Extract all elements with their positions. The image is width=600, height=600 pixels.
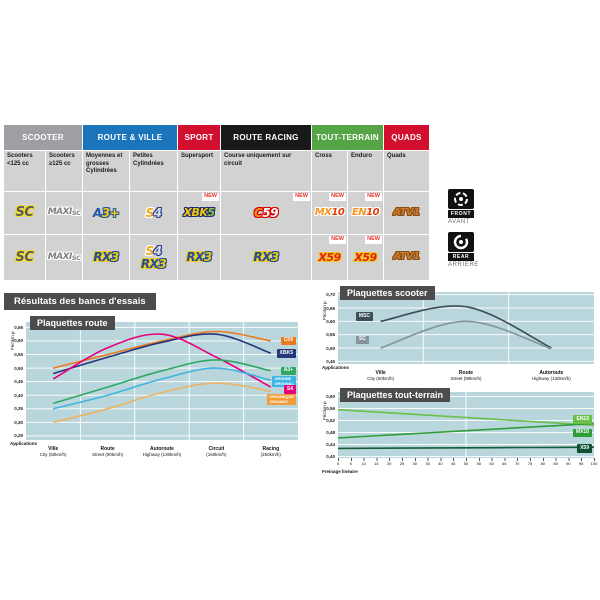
new-badge: NEW xyxy=(204,193,217,199)
scooter-chart-title: Plaquettes scooter xyxy=(340,286,435,300)
scooter-pads-chart xyxy=(314,284,600,384)
x-category-label: Ville City (50km/h) xyxy=(39,446,67,457)
subheader-row xyxy=(4,151,429,191)
x-tick-label: 45 xyxy=(450,461,456,466)
compound-cell xyxy=(384,192,429,234)
x-tick-label: 95 xyxy=(578,461,584,466)
compound-cell xyxy=(46,235,82,280)
x-tick-label: 55 xyxy=(476,461,482,466)
series-line-msc xyxy=(381,306,552,348)
new-badge: NEW xyxy=(367,236,380,242)
front-axle-legend xyxy=(448,189,494,225)
x-category-label: Ville City (50km/h) xyxy=(367,370,395,381)
compound-cell xyxy=(130,192,177,234)
y-tick-label: 0,25 xyxy=(14,433,23,439)
compound-cell xyxy=(178,192,220,234)
y-tick-label: 0,30 xyxy=(14,419,23,425)
series-label-msc: MSC xyxy=(356,312,373,321)
series-label-x59: X59 xyxy=(577,444,592,453)
x-tick-label: 5 xyxy=(349,461,352,466)
subheader-cell: Course uniquement sur circuit xyxy=(221,151,311,191)
y-tick-label: 0,35 xyxy=(14,406,23,412)
category-header: ROUTE & VILLE xyxy=(83,125,177,150)
x-tick-label: 25 xyxy=(399,461,405,466)
y-tick-label: 0,48 xyxy=(326,430,335,435)
compound-logo-s4: S4 xyxy=(145,243,162,258)
series-line-x59 xyxy=(338,447,594,448)
x-tick-label: 70 xyxy=(514,461,520,466)
rear-compounds-row xyxy=(4,235,429,280)
front-label: FRONT xyxy=(448,210,474,218)
x-tick-label: 65 xyxy=(502,461,507,466)
route-chart-plot xyxy=(26,322,298,440)
compound-cell xyxy=(4,235,45,280)
compound-logo-x59: X59 xyxy=(354,250,377,264)
y-axis-label: Friction µ xyxy=(322,301,327,320)
compound-cell xyxy=(384,235,429,280)
compound-logo-c59: C59 xyxy=(253,205,278,220)
y-tick-label: 0,44 xyxy=(326,442,335,447)
series-line-origine xyxy=(53,368,271,409)
compound-logo-en10: EN10 xyxy=(351,206,380,218)
front-disc-icon xyxy=(448,189,494,209)
series-label-mx10: MX10 xyxy=(573,429,592,438)
series-label-organique: ORGANIQUE ORGANIC xyxy=(269,394,294,404)
compound-logo-atv1: ATV1 xyxy=(393,206,420,218)
x-tick-label: 100 xyxy=(590,461,598,466)
route-chart-title: Plaquettes route xyxy=(30,316,115,330)
x-category-label: Racing (250km/h) xyxy=(260,446,281,457)
x-tick-label: 75 xyxy=(527,461,533,466)
y-tick-label: 0,65 xyxy=(326,305,335,311)
rear-axle-legend xyxy=(448,232,494,268)
x-tick-label: 50 xyxy=(463,461,469,466)
y-tick-label: 0,50 xyxy=(326,345,335,351)
compound-cell xyxy=(312,192,347,234)
series-label-en10: EN10 xyxy=(573,415,592,424)
x-axis-label: Applications xyxy=(322,365,350,370)
compound-cell xyxy=(312,235,347,280)
new-badge: NEW xyxy=(295,193,308,199)
series-line-xbk5 xyxy=(53,334,271,374)
series-label-sc: SC xyxy=(356,336,369,345)
category-header: ROUTE RACING xyxy=(221,125,311,150)
compound-logo-x59: X59 xyxy=(318,250,341,264)
compound-logo-maxisc: MAXISC xyxy=(47,207,81,218)
x-axis-label: Freinage linéaire xyxy=(322,469,358,474)
compound-logo-sc: SC xyxy=(15,205,34,221)
category-header: TOUT-TERRAIN xyxy=(312,125,383,150)
x-tick-label: 85 xyxy=(553,461,558,466)
y-tick-label: 0,56 xyxy=(326,406,335,411)
compound-logo-maxisc: MAXISC xyxy=(47,251,81,262)
compound-cell xyxy=(348,235,383,280)
compound-logo-sc: SC xyxy=(15,249,34,265)
x-category-label: Circuit (160km/h) xyxy=(206,446,227,457)
compound-cell xyxy=(83,192,129,234)
series-label-c59: C59 xyxy=(281,337,296,346)
x-category-label: Route Street (90km/h) xyxy=(450,370,482,381)
x-category-label: Autoroute Highway (130km/h) xyxy=(531,370,571,381)
compound-cell xyxy=(46,192,82,234)
category-header-row xyxy=(4,125,429,150)
compound-cell xyxy=(348,192,383,234)
x-tick-label: 35 xyxy=(425,461,430,466)
subheader-cell: Cross xyxy=(312,151,347,191)
new-badge: NEW xyxy=(331,236,344,242)
y-tick-label: 0,40 xyxy=(326,454,335,459)
y-tick-label: 0,45 xyxy=(14,379,23,385)
x-tick-label: 10 xyxy=(361,461,366,466)
y-tick-label: 0,50 xyxy=(14,365,23,371)
series-line-organique xyxy=(53,383,271,422)
compound-cell xyxy=(83,235,129,280)
x-tick-label: 80 xyxy=(540,461,546,466)
compound-cell xyxy=(178,235,220,280)
y-tick-label: 0,65 xyxy=(14,324,23,330)
subheader-cell: Scooters <125 cc xyxy=(4,151,45,191)
compound-logo-rx3: RX3 xyxy=(253,250,279,265)
x-category-label: Autoroute Highway (130km/h) xyxy=(142,446,182,457)
x-axis-label: Applications xyxy=(10,441,38,446)
compound-cell xyxy=(221,192,311,234)
series-label-s4: S4 xyxy=(284,385,296,394)
compound-logo-mx10: MX10 xyxy=(314,206,345,218)
compound-logo-atv1: ATV1 xyxy=(393,251,420,263)
scooter-chart-plot xyxy=(338,292,594,364)
subheader-cell: Enduro xyxy=(348,151,383,191)
x-tick-label: 90 xyxy=(566,461,571,466)
new-badge: NEW xyxy=(367,193,380,199)
offroad-pads-chart xyxy=(314,386,600,486)
y-tick-label: 0,60 xyxy=(14,338,23,344)
compound-logo-xbk5: XBK5 xyxy=(183,206,215,220)
y-tick-label: 0,70 xyxy=(326,292,335,298)
compound-logo-s4: S4 xyxy=(145,205,162,220)
route-pads-chart xyxy=(4,314,302,464)
y-axis-label: Friction µ xyxy=(322,401,327,420)
front-compounds-row xyxy=(4,192,429,234)
compound-cell xyxy=(130,235,177,280)
series-label-xbk5: XBK5 xyxy=(277,349,296,358)
subheader-cell: Petites Cylindrées xyxy=(130,151,177,191)
y-tick-label: 0,60 xyxy=(326,318,335,324)
offroad-chart-title: Plaquettes tout-terrain xyxy=(340,388,450,402)
x-tick-label: 20 xyxy=(386,461,392,466)
series-label-origine: ORIGINE ORIGINAL xyxy=(274,376,294,386)
compound-cell xyxy=(4,192,45,234)
compound-cell xyxy=(221,235,311,280)
x-tick-label: 60 xyxy=(489,461,494,466)
subheader-cell: Moyennes et grosses Cylindrées xyxy=(83,151,129,191)
series-label-a3+: A3+ xyxy=(281,367,296,376)
rear-label: REAR xyxy=(448,253,474,261)
y-tick-label: 0,45 xyxy=(326,358,335,364)
category-header: SCOOTER xyxy=(4,125,82,150)
compound-logo-rx3: RX3 xyxy=(186,250,212,265)
x-tick-label: 0 xyxy=(336,461,340,466)
y-tick-label: 0,55 xyxy=(14,352,23,358)
section-title: Résultats des bancs d'essais xyxy=(4,293,156,310)
y-tick-label: 0,55 xyxy=(326,332,335,338)
y-tick-label: 0,40 xyxy=(14,392,23,398)
compound-selection-table xyxy=(4,125,429,281)
new-badge: NEW xyxy=(331,193,344,199)
y-axis-label: Friction µ xyxy=(10,331,15,350)
subheader-cell: Scooters ≥125 cc xyxy=(46,151,82,191)
rear-sub-label: ARRIÈRE xyxy=(448,262,479,268)
rear-disc-icon xyxy=(448,232,494,252)
compound-logo-rx3: RX3 xyxy=(93,250,119,265)
y-tick-label: 0,60 xyxy=(326,394,335,399)
x-tick-label: 15 xyxy=(374,461,379,466)
front-sub-label: AVANT xyxy=(448,219,471,225)
subheader-cell: Supersport xyxy=(178,151,220,191)
category-header: QUADS xyxy=(384,125,429,150)
x-tick-label: 30 xyxy=(412,461,418,466)
y-tick-label: 0,52 xyxy=(326,418,335,423)
compound-logo-rx3: RX3 xyxy=(140,256,167,271)
compound-logo-a3plus: A3+ xyxy=(92,205,120,220)
category-header: SPORT xyxy=(178,125,220,150)
x-category-label: Route Street (90km/h) xyxy=(92,446,124,457)
x-tick-label: 40 xyxy=(438,461,443,466)
subheader-cell: Quads xyxy=(384,151,429,191)
